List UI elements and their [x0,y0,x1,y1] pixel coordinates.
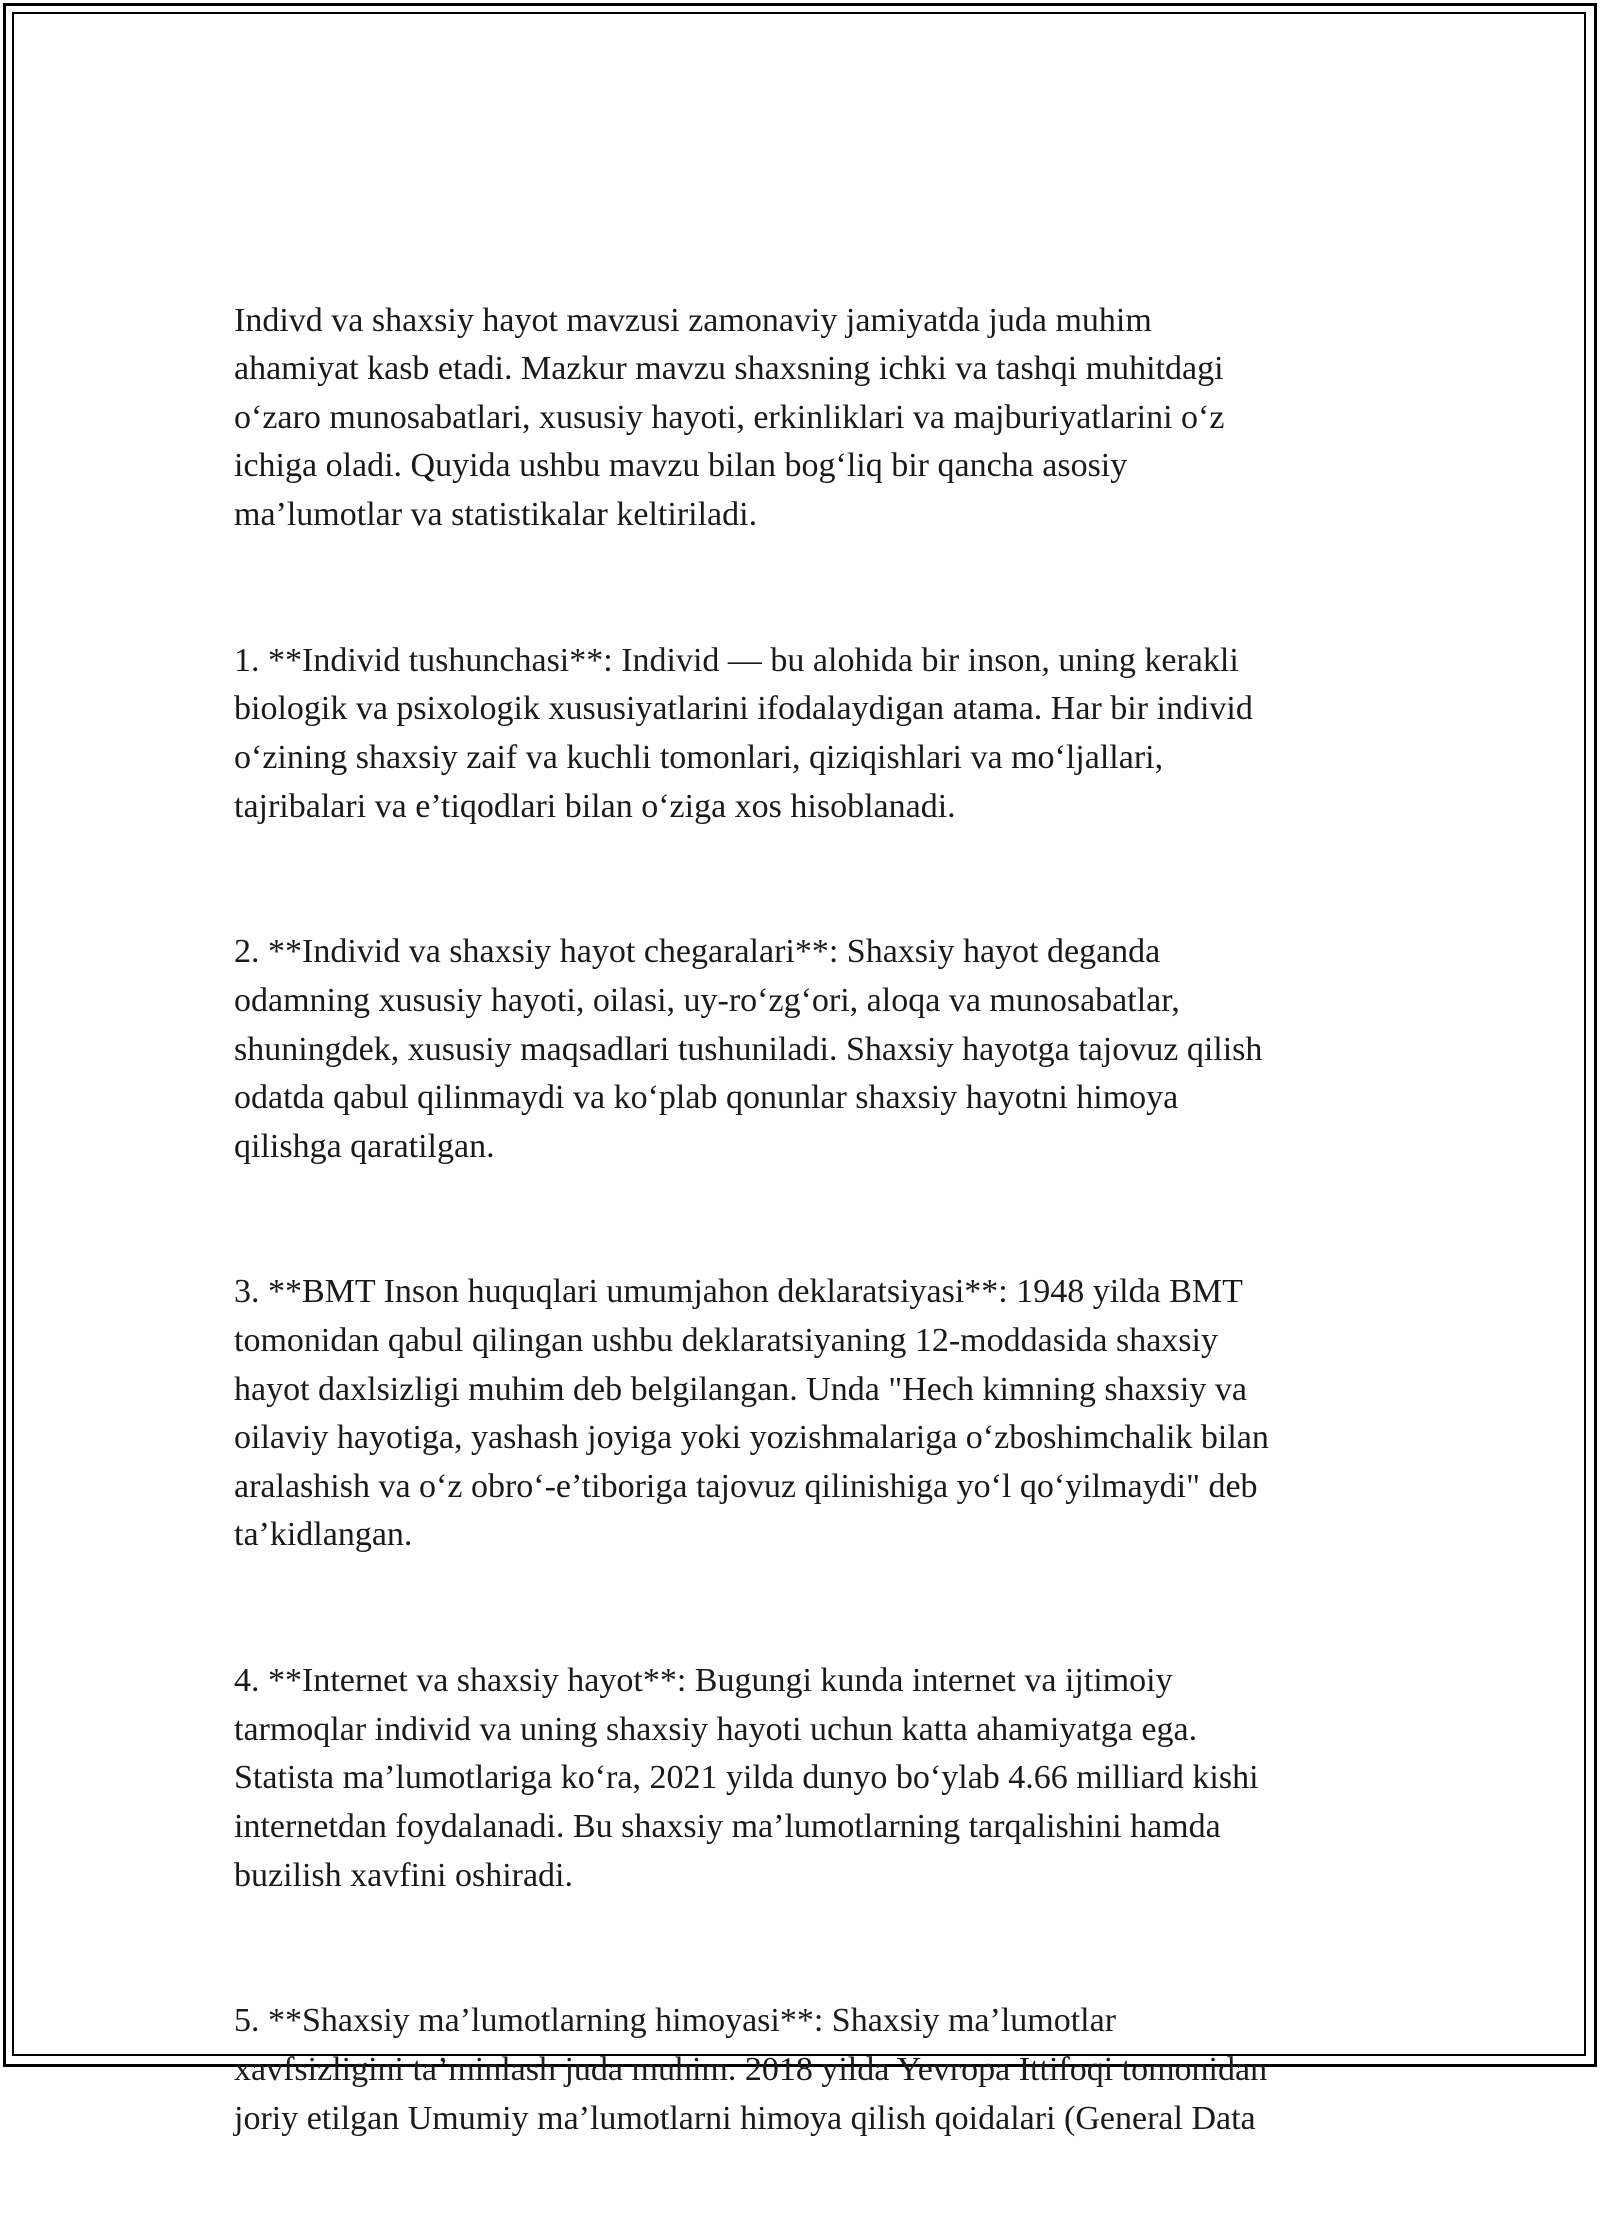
paragraph-4-internet-va-shaxsiy-hayot: 4. **Internet va shaxsiy hayot**: Bugungi kunda internet va ijtimoiy tarmoqlar individ va uning shaxsiy hayoti uchun katta ahamiyatga ega. Statista ma’lumotlariga ko‘ra, 2021 yilda dunyo bo‘ylab 4.66 milliard kishi internetdan foydalanadi. Bu shaxsiy ma’lumotlarning tarqalishini hamda buzilish xavfini oshiradi. [234,1662,1259,1894]
paragraph-1-individ-tushunchasi: 1. **Individ tushunchasi**: Individ — bu alohida bir inson, uning kerakli biologik va psixologik xususiyatlarini ifodalaydigan atama. Har bir individ o‘zining shaxsiy zaif va kuchli tomonlari, qiziqishlari va mo‘ljallari, tajribalari va e’tiqodlari bilan o‘ziga xos hisoblanadi. [234,641,1253,825]
paragraph-3-bmt-deklaratsiyasi: 3. **BMT Inson huquqlari umumjahon deklaratsiyasi**: 1948 yilda BMT tomonidan qabul qilingan ushbu deklaratsiyaning 12-moddasida shaxsiy hayot daxlsizligi muhim deb belgilangan. Unda "Hech kimning shaxsiy va oilaviy hayotiga, yashash joyiga yoki yozishmalariga o‘zboshimchalik bilan aralashish va o‘z obro‘-e’tiboriga tajovuz qilinishiga yo‘l qo‘yilmaydi" deb ta’kidlangan. [234,1273,1269,1554]
intro-paragraph: Indivd va shaxsiy hayot mavzusi zamonaviy jamiyatda juda muhim ahamiyat kasb etadi. Mazkur mavzu shaxsning ichki va tashqi muhitdagi o‘zaro munosabatlari, xususiy hayoti, erkinliklari va majburiyatlarini o‘z ichiga oladi. Quyida ushbu mavzu bilan bog‘liq bir qancha asosiy ma’lumotlar va statistikalar keltiriladi. [234,301,1225,533]
document-body [234,248,1374,2240]
paragraph-2-shaxsiy-hayot-chegaralari: 2. **Individ va shaxsiy hayot chegaralari**: Shaxsiy hayot deganda odamning xususiy hayoti, oilasi, uy-ro‘zg‘ori, aloqa va munosabatlar, shuningdek, xususiy maqsadlari tushuniladi. Shaxsiy hayotga tajovuz qilish odatda qabul qilinmaydi va ko‘plab qonunlar shaxsiy hayotni himoya qilishga qaratilgan. [234,933,1263,1165]
paragraph-5-malumotlar-himoyasi: 5. **Shaxsiy ma’lumotlarning himoyasi**: Shaxsiy ma’lumotlar xavfsizligini ta’minlash juda muhim. 2018 yilda Yevropa Ittifoqi tomonidan joriy etilgan Umumiy ma’lumotlarni himoya qilish qoidalari (General Data [234,2002,1268,2137]
